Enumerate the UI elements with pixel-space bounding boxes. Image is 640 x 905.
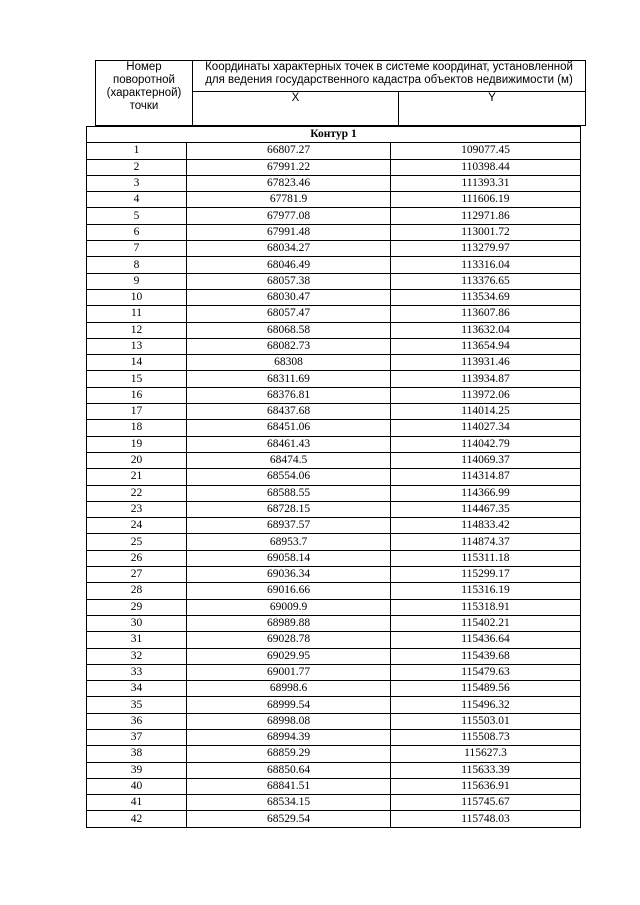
point-number-cell: 34 bbox=[87, 681, 187, 697]
x-coordinate-cell: 69029.95 bbox=[187, 648, 391, 664]
x-coordinate-cell: 68030.47 bbox=[187, 289, 391, 305]
y-coordinate-cell: 114027.34 bbox=[391, 420, 581, 436]
y-coordinate-cell: 113316.04 bbox=[391, 257, 581, 273]
y-coordinate-cell: 110398.44 bbox=[391, 159, 581, 175]
y-coordinate-cell: 113279.97 bbox=[391, 241, 581, 257]
point-number-cell: 14 bbox=[87, 355, 187, 371]
point-number-cell: 3 bbox=[87, 175, 187, 191]
point-number-cell: 30 bbox=[87, 615, 187, 631]
x-coordinate-cell: 68082.73 bbox=[187, 338, 391, 354]
table-row bbox=[87, 257, 581, 273]
x-coordinate-cell: 68554.06 bbox=[187, 469, 391, 485]
point-number-cell: 42 bbox=[87, 811, 187, 827]
y-coordinate-cell: 115508.73 bbox=[391, 729, 581, 745]
x-coordinate-cell: 67977.08 bbox=[187, 208, 391, 224]
table-row bbox=[87, 583, 581, 599]
y-coordinate-cell: 115627.3 bbox=[391, 746, 581, 762]
y-coordinate-cell: 109077.45 bbox=[391, 143, 581, 159]
table-row bbox=[87, 681, 581, 697]
table-row bbox=[87, 175, 581, 191]
table-row bbox=[87, 811, 581, 827]
x-coordinate-cell: 67823.46 bbox=[187, 175, 391, 191]
point-number-cell: 8 bbox=[87, 257, 187, 273]
y-coordinate-cell: 115402.21 bbox=[391, 615, 581, 631]
y-coordinate-cell: 113607.86 bbox=[391, 306, 581, 322]
point-number-cell: 4 bbox=[87, 192, 187, 208]
point-number-cell: 24 bbox=[87, 518, 187, 534]
y-coordinate-cell: 113934.87 bbox=[391, 371, 581, 387]
y-coordinate-cell: 113654.94 bbox=[391, 338, 581, 354]
y-coordinate-cell: 114467.35 bbox=[391, 501, 581, 517]
table-row bbox=[87, 338, 581, 354]
y-coordinate-cell: 115316.19 bbox=[391, 583, 581, 599]
point-number-cell: 33 bbox=[87, 664, 187, 680]
table-row bbox=[87, 192, 581, 208]
point-number-cell: 1 bbox=[87, 143, 187, 159]
x-coordinate-cell: 68057.38 bbox=[187, 273, 391, 289]
y-coordinate-cell: 115299.17 bbox=[391, 567, 581, 583]
x-coordinate-cell: 69058.14 bbox=[187, 550, 391, 566]
y-coordinate-cell: 114366.99 bbox=[391, 485, 581, 501]
x-coordinate-cell: 67781.9 bbox=[187, 192, 391, 208]
table-row bbox=[87, 436, 581, 452]
x-coordinate-cell: 68529.54 bbox=[187, 811, 391, 827]
point-number-cell: 31 bbox=[87, 632, 187, 648]
table-row bbox=[87, 518, 581, 534]
table-row bbox=[87, 615, 581, 631]
x-coordinate-cell: 68451.06 bbox=[187, 420, 391, 436]
y-coordinate-cell: 115479.63 bbox=[391, 664, 581, 680]
table-row bbox=[87, 778, 581, 794]
table-row bbox=[87, 289, 581, 305]
point-number-cell: 41 bbox=[87, 795, 187, 811]
y-coordinate-cell: 114314.87 bbox=[391, 469, 581, 485]
x-coordinate-cell: 68534.15 bbox=[187, 795, 391, 811]
point-number-cell: 11 bbox=[87, 306, 187, 322]
y-coordinate-cell: 115636.91 bbox=[391, 778, 581, 794]
x-coordinate-cell: 68308 bbox=[187, 355, 391, 371]
table-row bbox=[87, 713, 581, 729]
table-row bbox=[87, 159, 581, 175]
point-number-cell: 2 bbox=[87, 159, 187, 175]
x-coordinate-cell: 68989.88 bbox=[187, 615, 391, 631]
x-coordinate-cell: 68474.5 bbox=[187, 452, 391, 468]
table-row bbox=[87, 208, 581, 224]
point-number-cell: 36 bbox=[87, 713, 187, 729]
x-coordinate-cell: 68850.64 bbox=[187, 762, 391, 778]
table-row bbox=[87, 241, 581, 257]
point-number-cell: 20 bbox=[87, 452, 187, 468]
x-coordinate-cell: 68034.27 bbox=[187, 241, 391, 257]
x-coordinate-cell: 68841.51 bbox=[187, 778, 391, 794]
table-row bbox=[87, 322, 581, 338]
point-number-cell: 32 bbox=[87, 648, 187, 664]
table-row bbox=[87, 795, 581, 811]
y-coordinate-cell: 115311.18 bbox=[391, 550, 581, 566]
x-coordinate-cell: 68999.54 bbox=[187, 697, 391, 713]
y-coordinate-cell: 114833.42 bbox=[391, 518, 581, 534]
coordinates-table bbox=[86, 126, 581, 828]
point-number-cell: 37 bbox=[87, 729, 187, 745]
point-number-cell: 6 bbox=[87, 224, 187, 240]
x-coordinate-cell: 69001.77 bbox=[187, 664, 391, 680]
x-coordinate-cell: 67991.48 bbox=[187, 224, 391, 240]
point-number-cell: 40 bbox=[87, 778, 187, 794]
contour-title: Контур 1 bbox=[87, 127, 581, 143]
point-number-cell: 13 bbox=[87, 338, 187, 354]
table-row bbox=[87, 501, 581, 517]
y-coordinate-cell: 115436.64 bbox=[391, 632, 581, 648]
y-coordinate-cell: 111606.19 bbox=[391, 192, 581, 208]
point-number-cell: 15 bbox=[87, 371, 187, 387]
x-coordinate-cell: 68728.15 bbox=[187, 501, 391, 517]
point-number-cell: 16 bbox=[87, 387, 187, 403]
table-row bbox=[87, 599, 581, 615]
table-row bbox=[87, 729, 581, 745]
table-row bbox=[87, 404, 581, 420]
point-number-cell: 27 bbox=[87, 567, 187, 583]
table-row bbox=[87, 648, 581, 664]
y-coordinate-cell: 115503.01 bbox=[391, 713, 581, 729]
point-number-header-line-2: поворотной bbox=[113, 74, 175, 86]
table-row bbox=[87, 273, 581, 289]
table-row bbox=[87, 452, 581, 468]
y-coordinate-cell: 113001.72 bbox=[391, 224, 581, 240]
x-coordinate-cell: 68068.58 bbox=[187, 322, 391, 338]
x-coordinate-cell: 68311.69 bbox=[187, 371, 391, 387]
table-row bbox=[87, 550, 581, 566]
y-coordinate-cell: 114042.79 bbox=[391, 436, 581, 452]
x-coordinate-cell: 68588.55 bbox=[187, 485, 391, 501]
table-row bbox=[87, 567, 581, 583]
x-coordinate-cell: 68461.43 bbox=[187, 436, 391, 452]
table-row bbox=[87, 355, 581, 371]
x-coordinate-cell: 69009.9 bbox=[187, 599, 391, 615]
point-number-cell: 5 bbox=[87, 208, 187, 224]
x-coordinate-cell: 68376.81 bbox=[187, 387, 391, 403]
point-number-cell: 18 bbox=[87, 420, 187, 436]
point-number-cell: 17 bbox=[87, 404, 187, 420]
x-coordinate-cell: 68046.49 bbox=[187, 257, 391, 273]
x-column-header: X bbox=[193, 92, 399, 126]
y-coordinate-cell: 115439.68 bbox=[391, 648, 581, 664]
point-number-header-line-4: точки bbox=[129, 100, 159, 112]
point-number-header-line-1: Номер bbox=[126, 61, 162, 73]
table-row bbox=[87, 632, 581, 648]
point-number-cell: 22 bbox=[87, 485, 187, 501]
x-coordinate-cell: 68057.47 bbox=[187, 306, 391, 322]
x-coordinate-cell: 68998.08 bbox=[187, 713, 391, 729]
x-coordinate-cell: 68953.7 bbox=[187, 534, 391, 550]
y-coordinate-cell: 114069.37 bbox=[391, 452, 581, 468]
point-number-cell: 19 bbox=[87, 436, 187, 452]
table-row bbox=[87, 664, 581, 680]
y-coordinate-cell: 111393.31 bbox=[391, 175, 581, 191]
point-number-cell: 28 bbox=[87, 583, 187, 599]
table-row bbox=[87, 143, 581, 159]
y-coordinate-cell: 115318.91 bbox=[391, 599, 581, 615]
y-column-header: Y bbox=[399, 92, 586, 126]
point-number-cell: 7 bbox=[87, 241, 187, 257]
point-number-cell: 12 bbox=[87, 322, 187, 338]
table-row bbox=[87, 469, 581, 485]
coordinates-table-header bbox=[95, 60, 586, 126]
y-coordinate-cell: 113632.04 bbox=[391, 322, 581, 338]
coordinates-table-body bbox=[87, 127, 581, 828]
table-row bbox=[87, 534, 581, 550]
point-number-header-line-3: (характерной) bbox=[106, 87, 182, 99]
coordinates-header bbox=[193, 61, 586, 92]
x-coordinate-cell: 68859.29 bbox=[187, 746, 391, 762]
y-coordinate-cell: 114014.25 bbox=[391, 404, 581, 420]
y-coordinate-cell: 112971.86 bbox=[391, 208, 581, 224]
point-number-cell: 25 bbox=[87, 534, 187, 550]
point-number-cell: 21 bbox=[87, 469, 187, 485]
contour-title-row bbox=[87, 127, 581, 143]
point-number-cell: 29 bbox=[87, 599, 187, 615]
point-number-header bbox=[96, 61, 193, 126]
x-coordinate-cell: 66807.27 bbox=[187, 143, 391, 159]
point-number-cell: 35 bbox=[87, 697, 187, 713]
y-coordinate-cell: 113972.06 bbox=[391, 387, 581, 403]
point-number-cell: 39 bbox=[87, 762, 187, 778]
y-coordinate-cell: 115496.32 bbox=[391, 697, 581, 713]
x-coordinate-cell: 68937.57 bbox=[187, 518, 391, 534]
y-coordinate-cell: 115748.03 bbox=[391, 811, 581, 827]
y-coordinate-cell: 115489.56 bbox=[391, 681, 581, 697]
table-row bbox=[87, 371, 581, 387]
point-number-cell: 9 bbox=[87, 273, 187, 289]
x-coordinate-cell: 68998.6 bbox=[187, 681, 391, 697]
table-row bbox=[87, 387, 581, 403]
point-number-cell: 23 bbox=[87, 501, 187, 517]
point-number-cell: 38 bbox=[87, 746, 187, 762]
coordinates-header-line-1: Координаты характерных точек в системе координат, установленной bbox=[205, 61, 573, 73]
point-number-cell: 10 bbox=[87, 289, 187, 305]
x-coordinate-cell: 67991.22 bbox=[187, 159, 391, 175]
table-row bbox=[87, 420, 581, 436]
table-row bbox=[87, 762, 581, 778]
y-coordinate-cell: 113931.46 bbox=[391, 355, 581, 371]
y-coordinate-cell: 113376.65 bbox=[391, 273, 581, 289]
table-row bbox=[87, 697, 581, 713]
point-number-cell: 26 bbox=[87, 550, 187, 566]
x-coordinate-cell: 69016.66 bbox=[187, 583, 391, 599]
y-coordinate-cell: 115633.39 bbox=[391, 762, 581, 778]
coordinates-header-line-2: для ведения государственного кадастра объектов недвижимости (м) bbox=[205, 74, 573, 86]
x-coordinate-cell: 69036.34 bbox=[187, 567, 391, 583]
x-coordinate-cell: 69028.78 bbox=[187, 632, 391, 648]
table-row bbox=[87, 746, 581, 762]
table-row bbox=[87, 485, 581, 501]
y-coordinate-cell: 114874.37 bbox=[391, 534, 581, 550]
x-coordinate-cell: 68437.68 bbox=[187, 404, 391, 420]
x-coordinate-cell: 68994.39 bbox=[187, 729, 391, 745]
y-coordinate-cell: 115745.67 bbox=[391, 795, 581, 811]
table-row bbox=[87, 224, 581, 240]
y-coordinate-cell: 113534.69 bbox=[391, 289, 581, 305]
table-row bbox=[87, 306, 581, 322]
